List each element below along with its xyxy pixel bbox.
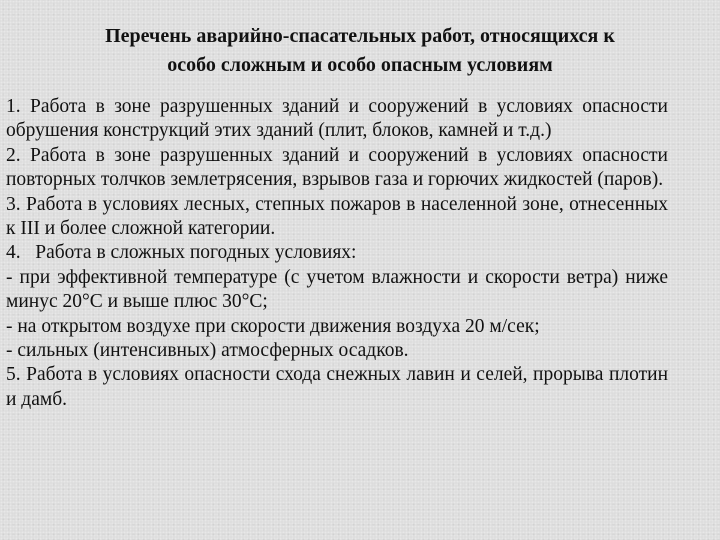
item-4-subitem-precipitation: - сильных (интенсивных) атмосферных осадков. [6, 340, 409, 362]
item-3: 3. Работа в условиях лесных, степных пожаров в населенной зоне, отнесенных к III и более сложной категории. [6, 193, 668, 240]
title-line-2: особо сложным и особо опасным условиям [167, 54, 553, 76]
item-1: 1. Работа в зоне разрушенных зданий и сооружений в условиях опасности обрушения конструкций этих зданий (плит, блоков, камней и т.д.) [6, 96, 668, 142]
title-line-1: Перечень аварийно-спасательных работ, относящихся к [105, 25, 615, 47]
list-of-works [6, 95, 668, 412]
slide-title [0, 22, 720, 80]
item-4: 4. Работа в сложных погодных условиях: [6, 242, 357, 264]
item-4-subitem-wind: - на открытом воздухе при скорости движения воздуха 20 м/сек; [6, 315, 540, 337]
item-2: 2. Работа в зоне разрушенных зданий и сооружений в условиях опасности повторных толчков землетрясения, взрывов газа и горючих жидкостей (паров). [6, 144, 668, 191]
item-5: 5. Работа в условиях опасности схода снежных лавин и селей, прорыва плотин и дамб. [6, 364, 668, 410]
item-4-subitem-temperature: - при эффективной температуре (с учетом влажности и скорости ветра) ниже минус 20°С и выше плюс 30°С; [6, 266, 668, 313]
